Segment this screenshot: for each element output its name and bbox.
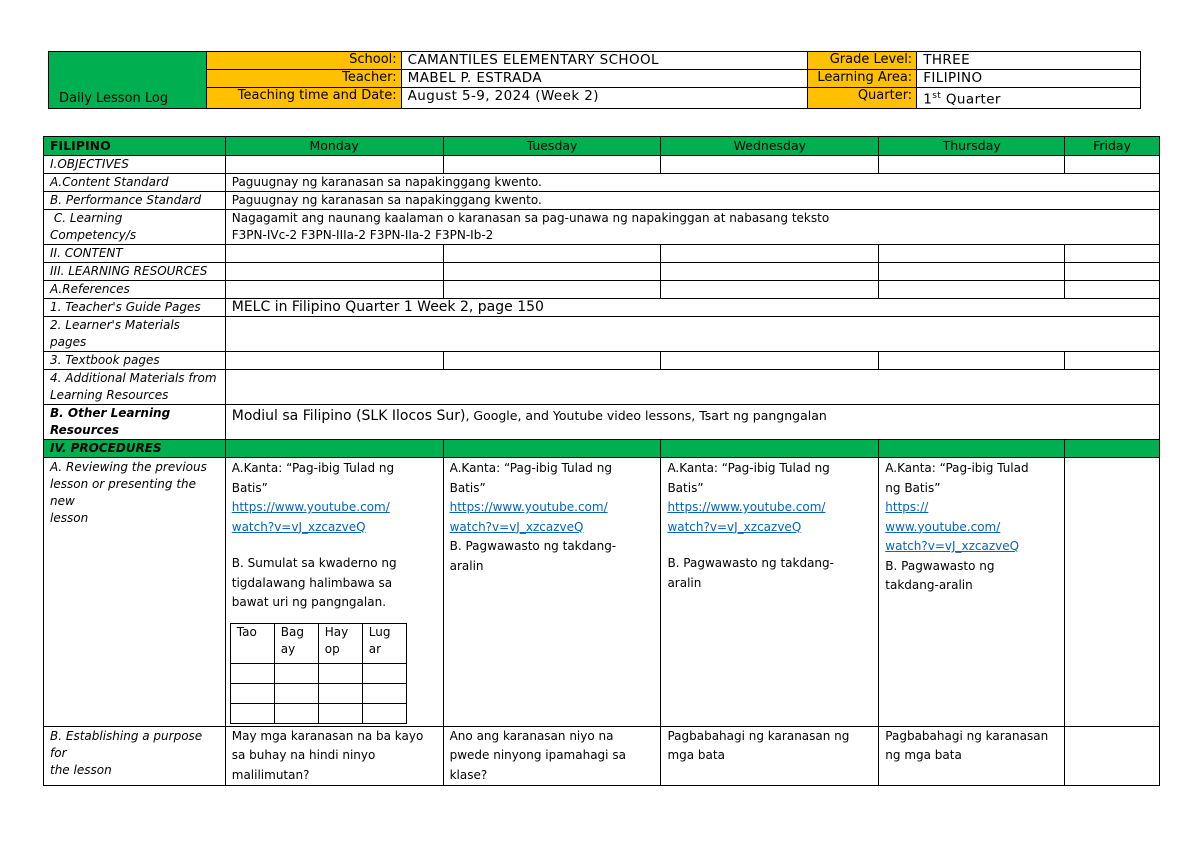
tuesday-purpose-line3: klase?: [449, 767, 488, 782]
table-row: [44, 405, 1160, 440]
school-label: School:: [206, 52, 401, 70]
table-row: [44, 156, 1160, 174]
table-row: [44, 192, 1160, 210]
monday-purpose: [225, 726, 443, 786]
review-label-line3: lesson: [50, 511, 89, 525]
youtube-link[interactable]: https://www.youtube.com/: [667, 500, 826, 514]
tuesday-b-line1: B. Pagwawasto ng takdang-: [449, 539, 617, 553]
day-thursday: Thursday: [879, 137, 1065, 156]
purpose-label-line2: the lesson: [50, 762, 112, 777]
additional-materials-label: [44, 370, 226, 405]
noun-header-hayop: Hay op: [318, 623, 362, 663]
header-table: [48, 51, 1141, 109]
day-header-row: [44, 137, 1160, 156]
wednesday-purpose: [661, 726, 879, 786]
time-value: August 5-9, 2024 (Week 2): [401, 88, 808, 109]
quarter-suffix: st: [932, 91, 942, 101]
monday-review: [225, 458, 443, 727]
day-monday: Monday: [225, 137, 443, 156]
table-row: [44, 352, 1160, 370]
table-row: [44, 281, 1160, 299]
thursday-b-line1: B. Pagwawasto ng: [885, 558, 995, 573]
quarter-number: 1: [923, 91, 933, 108]
teacher-label: Teacher:: [206, 70, 401, 88]
subject-header: FILIPINO: [44, 137, 226, 156]
tuesday-purpose: [443, 726, 661, 786]
learners-materials-label: 2. Learner's Materials pages: [44, 317, 226, 352]
monday-b-line1: B. Sumulat sa kwaderno ng: [231, 556, 397, 570]
teachers-guide-label: 1. Teacher's Guide Pages: [44, 299, 226, 317]
wednesday-b-line1: B. Pagwawasto ng takdang-: [667, 556, 834, 570]
wednesday-b-line2: aralin: [667, 575, 702, 590]
other-resources-line1: B. Other Learning: [50, 406, 171, 420]
procedures-row: [44, 440, 1160, 458]
procedures-label: IV. PROCEDURES: [44, 440, 226, 458]
purpose-label: [44, 726, 226, 786]
teacher-value: MABEL P. ESTRADA: [401, 70, 808, 88]
youtube-link-cont[interactable]: watch?v=vJ_xzcazveQ: [449, 519, 584, 534]
song-line1: A.Kanta: “Pag-ibig Tulad ng: [231, 461, 395, 475]
competency-codes: F3PN-IVc-2 F3PN-IIIa-2 F3PN-IIa-2 F3PN-Ib-2: [231, 228, 494, 242]
content-standard-label: A.Content Standard: [44, 174, 226, 192]
youtube-link[interactable]: https://: [885, 500, 929, 514]
quarter-word: Quarter: [941, 91, 1001, 108]
time-label: Teaching time and Date:: [206, 88, 401, 109]
other-resources-main: Modiul sa Filipino (SLK Ilocos Sur): [231, 408, 466, 424]
competency-value: [225, 210, 1159, 245]
review-label-line1: A. Reviewing the previous: [50, 460, 207, 474]
review-label-line2: lesson or presenting the new: [50, 477, 197, 508]
learning-resources-label: III. LEARNING RESOURCES: [44, 263, 226, 281]
lesson-table: [43, 136, 1160, 786]
table-row: [44, 245, 1160, 263]
wednesday-review: [661, 458, 879, 727]
quarter-value: [917, 88, 1141, 109]
competency-label: [44, 210, 226, 245]
monday-b-line2: tigdalawang halimbawa sa: [231, 575, 393, 590]
performance-standard-label: B. Performance Standard: [44, 192, 226, 210]
table-row: [44, 210, 1160, 245]
song-line1: A.Kanta: “Pag-ibig Tulad ng: [449, 461, 612, 475]
daily-lesson-log-title: Daily Lesson Log: [49, 52, 207, 109]
quarter-label: Quarter:: [808, 88, 917, 109]
monday-purpose-line2: sa buhay na hindi ninyo: [231, 748, 376, 762]
other-resources-value: [225, 405, 1159, 440]
song-line1: A.Kanta: “Pag-ibig Tulad ng: [667, 461, 830, 475]
song-line2: Batis”: [231, 480, 268, 495]
table-row: [44, 726, 1160, 786]
additional-materials-line2: Learning Resources: [50, 388, 169, 402]
thursday-b-line2: takdang-aralin: [885, 578, 973, 592]
youtube-link-cont2[interactable]: watch?v=vJ_xzcazveQ: [885, 539, 1020, 553]
tuesday-purpose-line2: pwede ninyong ipamahagi sa: [449, 748, 626, 762]
content-standard-value: Paguugnay ng karanasan sa napakinggang kwento.: [225, 174, 1159, 192]
table-row: [44, 458, 1160, 727]
wednesday-purpose-line2: mga bata: [667, 748, 725, 762]
purpose-label-line1: B. Establishing a purpose for: [50, 728, 203, 760]
other-resources-label: [44, 405, 226, 440]
objectives-label: I.OBJECTIVES: [44, 156, 226, 174]
table-row: [44, 174, 1160, 192]
youtube-link[interactable]: https://www.youtube.com/: [449, 500, 608, 514]
teachers-guide-value: MELC in Filipino Quarter 1 Week 2, page 150: [225, 299, 1159, 317]
youtube-link-cont[interactable]: watch?v=vJ_xzcazveQ: [667, 519, 802, 534]
song-line2: Batis”: [449, 480, 486, 495]
area-label: Learning Area:: [808, 70, 917, 88]
school-value: CAMANTILES ELEMENTARY SCHOOL: [401, 52, 808, 70]
monday-purpose-line3: malilimutan?: [231, 767, 310, 782]
youtube-link-cont[interactable]: www.youtube.com/: [885, 519, 1001, 534]
wednesday-purpose-line1: Pagbabahagi ng karanasan ng: [667, 728, 850, 743]
other-resources-line2: Resources: [50, 423, 120, 437]
noun-header-tao: Tao: [230, 623, 274, 663]
day-wednesday: Wednesday: [661, 137, 879, 156]
grade-label: Grade Level:: [808, 52, 917, 70]
table-row: [44, 317, 1160, 352]
competency-text: Nagagamit ang naunang kaalaman o karanasan sa pag-unawa ng napakinggan at nabasang teksto: [231, 211, 830, 225]
noun-header-bagay: Bag ay: [274, 623, 318, 663]
tuesday-review: [443, 458, 661, 727]
competency-label-line2: Competency/s: [50, 228, 137, 242]
table-row: [44, 299, 1160, 317]
monday-b-line3: bawat uri ng pangngalan.: [231, 595, 387, 609]
tuesday-purpose-line1: Ano ang karanasan niyo na: [449, 728, 614, 743]
competency-label-line1: C. Learning: [50, 211, 123, 225]
area-value: FILIPINO: [917, 70, 1141, 88]
references-label: A.References: [44, 281, 226, 299]
youtube-link[interactable]: https://www.youtube.com/: [231, 500, 390, 514]
monday-purpose-line1: May mga karanasan na ba kayo: [231, 728, 424, 743]
thursday-song-line1: A.Kanta: “Pag-ibig Tulad: [885, 461, 1029, 475]
song-line2: Batis”: [667, 480, 704, 495]
noun-table: [230, 623, 407, 724]
table-row: [44, 263, 1160, 281]
performance-standard-value: Paguugnay ng karanasan sa napakinggang kwento.: [225, 192, 1159, 210]
textbook-pages-label: 3. Textbook pages: [44, 352, 226, 370]
content-label: II. CONTENT: [44, 245, 226, 263]
thursday-song-line2: ng Batis”: [885, 480, 941, 495]
other-resources-rest: , Google, and Youtube video lessons, Tsart ng pangngalan: [465, 408, 827, 423]
table-row: [44, 370, 1160, 405]
thursday-review: [879, 458, 1065, 727]
day-friday: Friday: [1065, 137, 1160, 156]
noun-header-lugar: Lug ar: [362, 623, 406, 663]
thursday-purpose-line2: ng mga bata: [885, 748, 962, 762]
tuesday-b-line2: aralin: [449, 558, 484, 573]
additional-materials-line1: 4. Additional Materials from: [50, 371, 217, 385]
review-label: [44, 458, 226, 727]
day-tuesday: Tuesday: [443, 137, 661, 156]
youtube-link-cont[interactable]: watch?v=vJ_xzcazveQ: [231, 519, 366, 534]
thursday-purpose-line1: Pagbabahagi ng karanasan: [885, 728, 1049, 743]
grade-value: THREE: [917, 52, 1141, 70]
thursday-purpose: [879, 726, 1065, 786]
